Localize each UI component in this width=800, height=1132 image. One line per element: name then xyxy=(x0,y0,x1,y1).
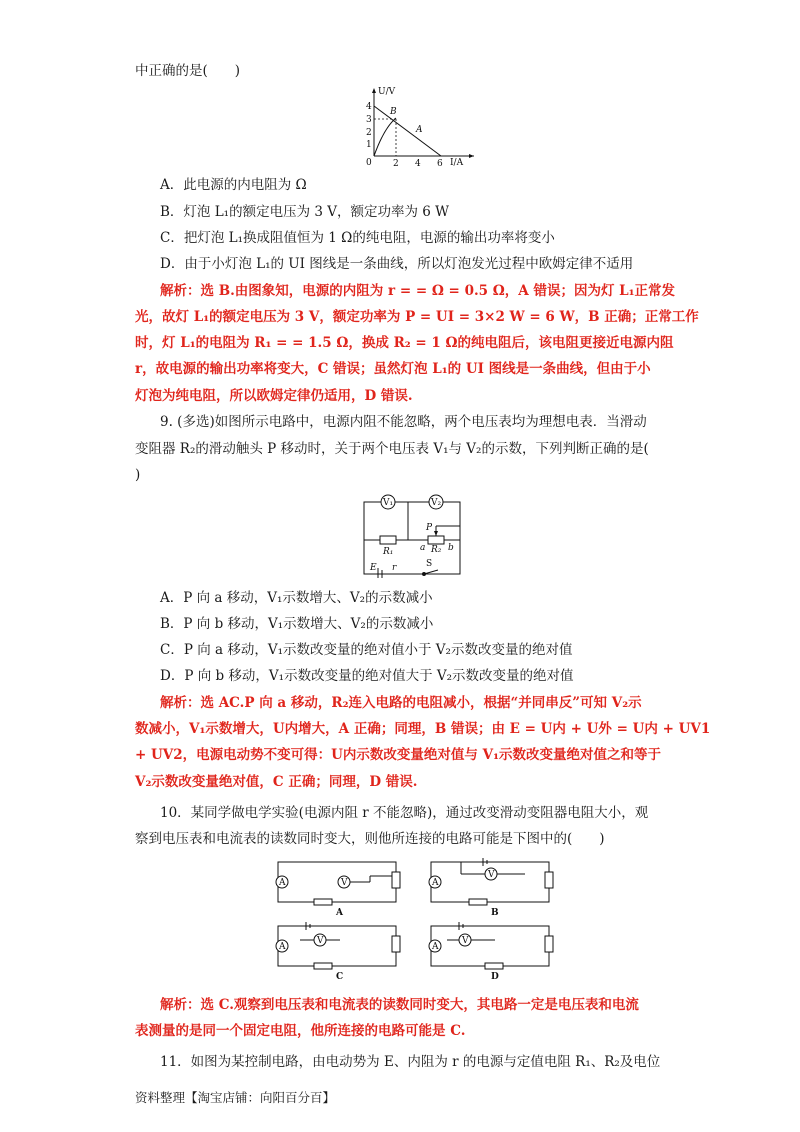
x-tick: 2 xyxy=(393,159,399,168)
q8-option-d: D．由于小灯泡 L₁的 UI 图线是一条曲线，所以灯泡发光过程中欧姆定律不适用 xyxy=(160,256,634,272)
switch-label: S xyxy=(426,559,433,569)
q10-analysis-line: 表测量的是同一个固定电阻，他所连接的电路可能是 C. xyxy=(135,1023,466,1039)
origin-label: 0 xyxy=(366,158,372,168)
q10-stem-line: 10．某同学做电学实验(电源内阻 r 不能忽略)，通过改变滑动变阻器电阻大小，观 xyxy=(160,805,649,821)
ammeter: A xyxy=(432,878,439,888)
q8-analysis-line: r，故电源的输出功率将变大，C 错误；虽然灯泡 L₁的 UI 图线是一条曲线，但由于小 xyxy=(135,361,651,377)
q8-option-a: A．此电源的内电阻为 Ω xyxy=(160,177,307,193)
q9-stem-line: ) xyxy=(135,467,141,483)
q10-circuit-d xyxy=(425,918,561,982)
y-tick: 2 xyxy=(366,128,372,138)
q9-option-d: D．P 向 b 移动，V₁示数改变量的绝对值大于 V₂示数改变量的绝对值 xyxy=(160,668,574,684)
q9-analysis-line: V₂示数改变量绝对值，C 正确；同理，D 错误. xyxy=(135,774,418,790)
circuit-label: B xyxy=(491,908,499,918)
line-a-label: A xyxy=(416,125,423,135)
q8-analysis-line: 灯泡为纯电阻，所以欧姆定律仍适用，D 错误. xyxy=(135,388,413,404)
point-b-label: B xyxy=(390,107,397,117)
v1-meter: V₁ xyxy=(383,498,394,508)
voltmeter: V xyxy=(462,936,469,946)
intro-line: 中正确的是( ) xyxy=(135,63,241,79)
q8-option-c: C．把灯泡 L₁换成阻值恒为 1 Ω的纯电阻，电源的输出功率将变小 xyxy=(160,230,555,246)
q8-analysis-line: 解析：选 B.由图象知，电源的内阻为 r = = Ω = 0.5 Ω，A 错误；因为灯 L₁正常发 xyxy=(160,283,676,299)
q11-stem-line: 11．如图为某控制电路，由电动势为 E、内阻为 r 的电源与定值电阻 R₁、R₂及电位 xyxy=(160,1054,661,1070)
q8-analysis-line: 时，灯 L₁的电阻为 R₁ = = 1.5 Ω，换成 R₂ = 1 Ω的纯电阻后，该电阻更接近电源内阻 xyxy=(135,335,674,351)
y-tick: 3 xyxy=(366,115,372,125)
q10-circuit-a xyxy=(270,856,406,918)
x-tick: 6 xyxy=(437,159,443,168)
voltmeter: V xyxy=(488,870,495,880)
y-axis-label: U/V xyxy=(378,87,396,97)
y-tick: 4 xyxy=(366,102,372,112)
terminal-a: a xyxy=(420,543,426,553)
ammeter: A xyxy=(432,942,439,952)
q9-analysis-line: 解析：选 AC.P 向 a 移动，R₂连入电路的电阻减小，根据“并同串反”可知 V₂示 xyxy=(160,695,642,711)
q9-circuit-diagram xyxy=(362,490,466,578)
q9-option-c: C．P 向 a 移动，V₁示数改变量的绝对值小于 V₂示数改变量的绝对值 xyxy=(160,642,573,658)
q9-stem-line: 变阻器 R₂的滑动触头 P 移动时，关于两个电压表 V₁与 V₂的示数，下列判断正确的是( xyxy=(135,441,649,457)
q8-analysis-line: 光，故灯 L₁的额定电压为 3 V，额定功率为 P = UI = 3×2 W = 6 W，B 正确；正常工作 xyxy=(135,309,699,325)
q9-stem-line: 9. (多选)如图所示电路中，电源内阻不能忽略，两个电压表均为理想电表．当滑动 xyxy=(160,414,647,430)
voltmeter: V xyxy=(317,936,324,946)
x-tick: 4 xyxy=(415,159,421,168)
slider-p: P xyxy=(426,523,433,533)
ui-graph xyxy=(362,84,482,168)
ammeter: A xyxy=(279,942,286,952)
ammeter: A xyxy=(279,878,286,888)
circuit-label: C xyxy=(336,972,344,982)
y-tick: 1 xyxy=(366,140,372,150)
internal-r-label: r xyxy=(392,563,397,573)
q8-option-b: B．灯泡 L₁的额定电压为 3 V，额定功率为 6 W xyxy=(160,204,450,220)
v2-meter: V₂ xyxy=(431,498,442,508)
r1-label: R₁ xyxy=(383,547,394,557)
q9-analysis-line: + UV2，电源电动势不变可得：U内示数改变量绝对值与 V₁示数改变量绝对值之和等于 xyxy=(135,747,662,763)
x-axis-label: I/A xyxy=(450,158,464,168)
emf-label: E xyxy=(370,563,377,573)
q10-analysis-line: 解析：选 C.观察到电压表和电流表的读数同时变大，其电路一定是电压表和电流 xyxy=(160,997,639,1013)
q10-circuit-b xyxy=(425,856,561,918)
page-footer: 资料整理【淘宝店铺：向阳百分百】 xyxy=(135,1090,336,1105)
q9-option-b: B．P 向 b 移动，V₁示数增大、V₂的示数减小 xyxy=(160,616,434,632)
q9-option-a: A．P 向 a 移动，V₁示数增大、V₂的示数减小 xyxy=(160,590,433,606)
r2-label: R₂ xyxy=(431,545,442,555)
terminal-b: b xyxy=(448,543,454,553)
circuit-label: D xyxy=(491,972,499,982)
q9-analysis-line: 数减小，V₁示数增大，U内增大，A 正确；同理，B 错误；由 E = U内 + U外 = U内 + UV1 xyxy=(135,721,711,737)
circuit-label: A xyxy=(336,908,343,918)
q10-stem-line: 察到电压表和电流表的读数同时变大，则他所连接的电路可能是下图中的( ) xyxy=(135,831,605,847)
voltmeter: V xyxy=(341,878,348,888)
q10-circuit-c xyxy=(270,918,406,982)
